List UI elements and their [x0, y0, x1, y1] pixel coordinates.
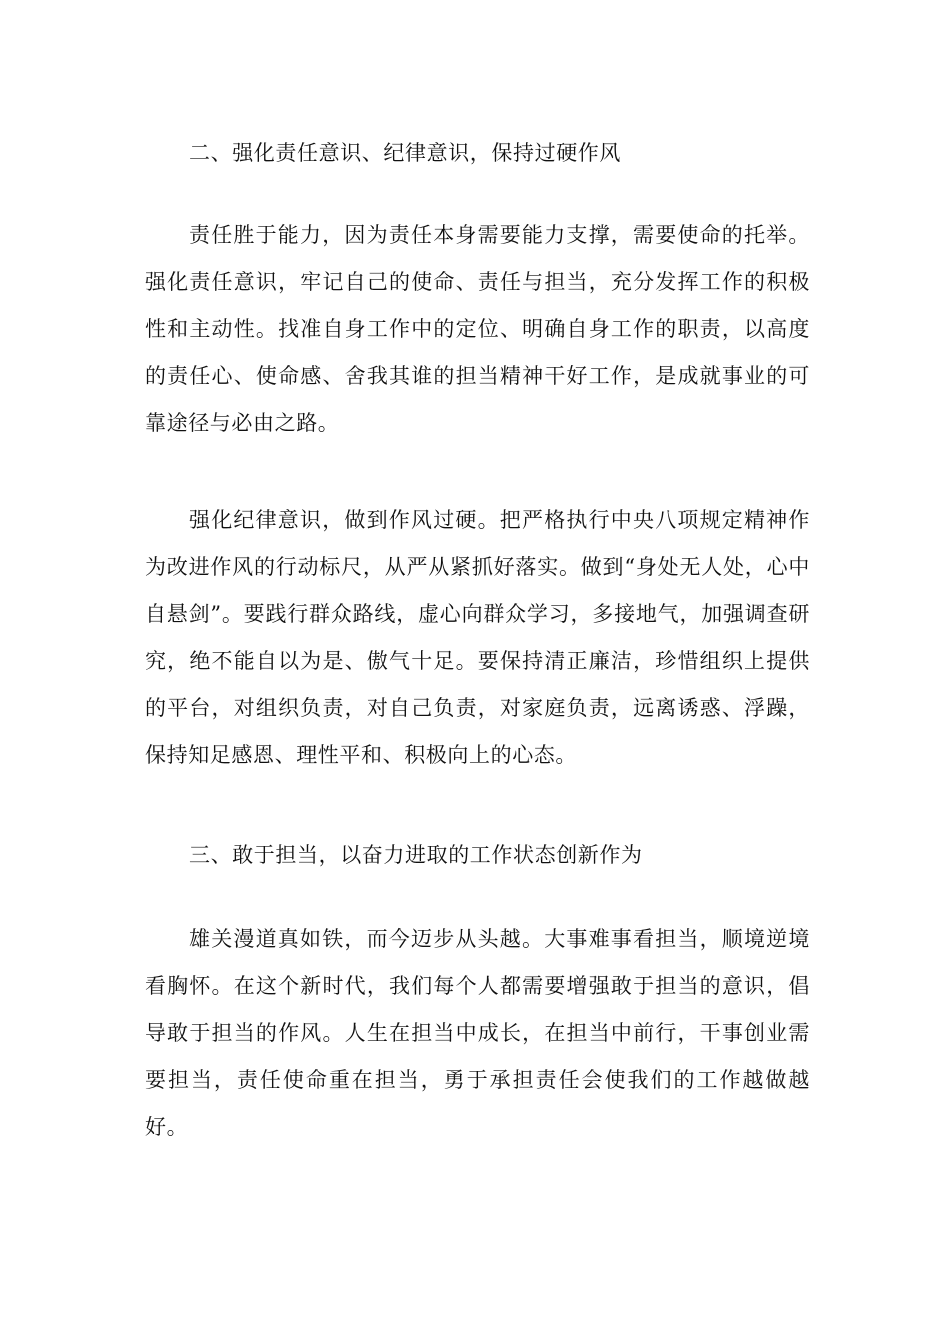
paragraph-responsibility: 责任胜于能力，因为责任本身需要能力支撑，需要使命的托举。强化责任意识，牢记自己的使命、责任与担当，充分发挥工作的积极性和主动性。找准自身工作中的定位、明确自身工作的职责，以高度的责任心、使命感、舍我其谁的担当精神干好工作，是成就事业的可靠途径与必由之路。	[145, 223, 810, 435]
section-heading-3: 三、敢于担当，以奋力进取的工作状态创新作为	[189, 843, 643, 867]
paragraph-courage: 雄关漫道真如铁，而今迈步从头越。大事难事看担当，顺境逆境看胸怀。在这个新时代，我们每个人都需要增强敢于担当的意识，倡导敢于担当的作风。人生在担当中成长，在担当中前行，干事创业需要担当，责任使命重在担当，勇于承担责任会使我们的工作越做越好。	[145, 927, 810, 1139]
section-heading-2: 二、强化责任意识、纪律意识，保持过硬作风	[189, 141, 621, 165]
paragraph-discipline: 强化纪律意识，做到作风过硬。把严格执行中央八项规定精神作为改进作风的行动标尺，从严从紧抓好落实。做到“身处无人处，心中自悬剑”。要践行群众路线，虚心向群众学习，多接地气，加强调查研究，绝不能自以为是、傲气十足。要保持清正廉洁，珍惜组织上提供的平台，对组织负责，对自己负责，对家庭负责，远离诱惑、浮躁，保持知足感恩、理性平和、积极向上的心态。	[145, 508, 810, 767]
